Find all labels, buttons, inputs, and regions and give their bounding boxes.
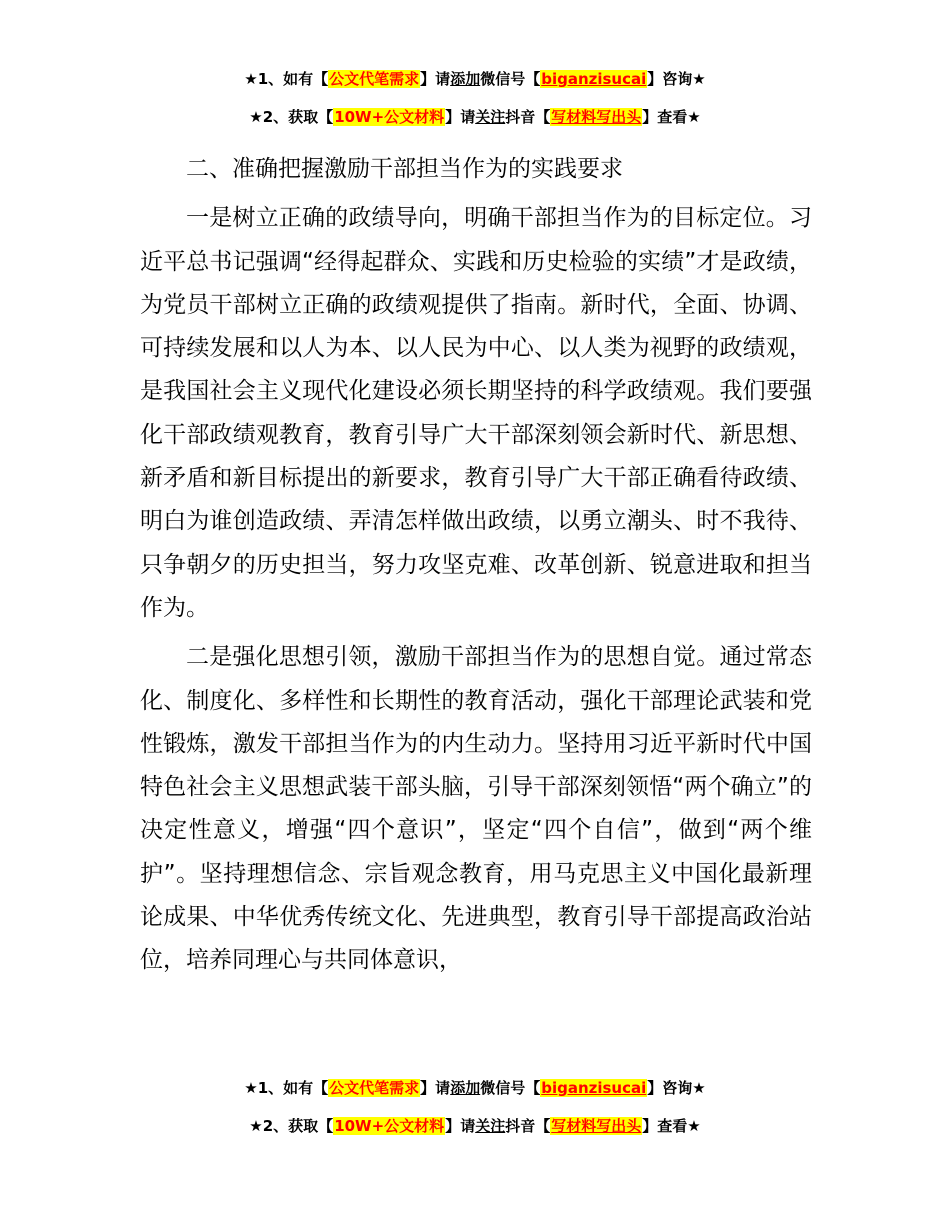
banner-underlined-add: 添加 [450, 70, 481, 88]
bottom-banner-line-2 [0, 1115, 950, 1137]
banner-text: 】请 [445, 108, 476, 126]
banner-text: 】请 [445, 1117, 476, 1135]
banner-douyin-account-link[interactable]: 写材料写出头 [551, 1117, 642, 1135]
paragraph-2: 二是强化思想引领，激励干部担当作为的思想自觉。通过常态化、制度化、多样性和长期性的教育活动，强化干部理论武装和党性锻炼，激发干部担当作为的内生动力。坚持用习近平新时代中国特色社会主义思想武装干部头脑，引导干部深刻领悟“两个确立”的决定性意义，增强“四个意识”，坚定“四个自信”，做到“两个维护”。坚持理想信念、宗旨观念教育，用马克思主义中国化最新理论成果、中华优秀传统文化、先进典型，教育引导干部提高政治站位，培养同理心与共同体意识， [140, 644, 812, 974]
banner-wechat-id-link[interactable]: biganzisucai [541, 1079, 647, 1097]
banner-highlight-materials: 10W+公文材料 [334, 1117, 445, 1135]
banner-suffix: 】咨询★ [647, 1079, 706, 1097]
section-heading: 二、准确把握激励干部担当作为的实践要求 [186, 156, 623, 182]
banner-prefix: ★2、获取【 [249, 108, 334, 126]
banner-underlined-add: 添加 [450, 1079, 481, 1097]
top-banner-line-2 [0, 106, 950, 128]
banner-suffix: 】查看★ [642, 108, 701, 126]
banner-wechat-id-link[interactable]: biganzisucai [541, 70, 647, 88]
banner-highlight-materials: 10W+公文材料 [334, 108, 445, 126]
banner-text: 抖音【 [505, 108, 551, 126]
banner-prefix: ★1、如有【 [244, 70, 329, 88]
bottom-banner-line-1 [0, 1077, 950, 1099]
banner-suffix: 】咨询★ [647, 70, 706, 88]
paragraph-1: 一是树立正确的政绩导向，明确干部担当作为的目标定位。习近平总书记强调“经得起群众、实践和历史检验的实绩”才是政绩，为党员干部树立正确的政绩观提供了指南。新时代，全面、协调、可持续发展和以人为本、以人民为中心、以人类为视野的政绩观，是我国社会主义现代化建设必须长期坚持的科学政绩观。我们要强化干部政绩观教育，教育引导广大干部深刻领会新时代、新思想、新矛盾和新目标提出的新要求，教育引导广大干部正确看待政绩、明白为谁创造政绩、弄清怎样做出政绩，以勇立潮头、时不我待、只争朝夕的历史担当，努力攻坚克难、改革创新、锐意进取和担当作为。 [140, 205, 812, 621]
banner-underlined-follow: 关注 [475, 108, 506, 126]
banner-highlight-service: 公文代笔需求 [329, 70, 420, 88]
banner-douyin-account-link[interactable]: 写材料写出头 [551, 108, 642, 126]
top-banner-line-1 [0, 68, 950, 90]
banner-suffix: 】查看★ [642, 1117, 701, 1135]
banner-text: 】请 [420, 70, 451, 88]
banner-prefix: ★1、如有【 [244, 1079, 329, 1097]
banner-text: 微信号【 [480, 1079, 541, 1097]
banner-text: 微信号【 [480, 70, 541, 88]
banner-text: 抖音【 [505, 1117, 551, 1135]
banner-highlight-service: 公文代笔需求 [329, 1079, 420, 1097]
banner-underlined-follow: 关注 [475, 1117, 506, 1135]
banner-text: 】请 [420, 1079, 451, 1097]
document-body [140, 148, 812, 983]
banner-prefix: ★2、获取【 [249, 1117, 334, 1135]
